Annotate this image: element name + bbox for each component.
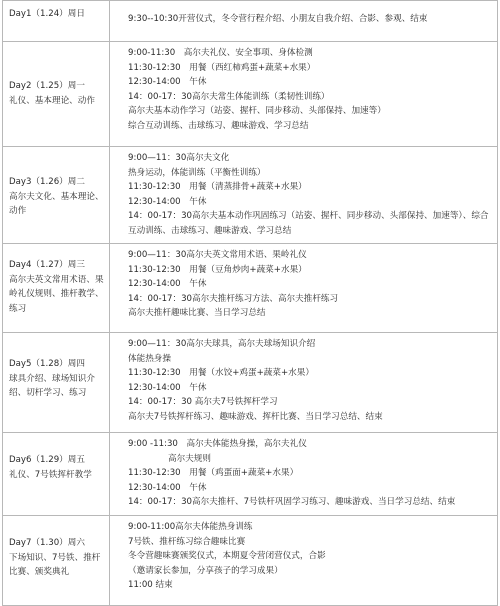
day-subtitle: 下场知识、7号铁、推杆比赛、颁奖典礼 [9, 552, 101, 577]
schedule-row-day4 [3, 244, 498, 333]
day-cell [3, 42, 110, 147]
detail-cell [110, 333, 498, 433]
day-title: Day2（1.25）周一 [9, 81, 85, 91]
day-title: Day6（1.29）周五 [9, 455, 85, 465]
schedule-line: 11:00 结束 [128, 580, 173, 590]
schedule-line: 高尔夫7号铁挥杆练习、趣味游戏、挥杆比赛、当日学习总结、结束 [128, 411, 383, 422]
schedule-row-day2 [3, 42, 498, 147]
schedule-line: 12:30-14:00 午休 [128, 482, 207, 493]
schedule-line: 14：00-17：30高尔夫推杆、7号铁杆巩固学习练习、趣味游戏、当日学习总结、结束 [128, 497, 456, 507]
schedule-line: 7号铁、推杆练习综合趣味比赛 [128, 536, 246, 547]
day-cell [3, 147, 110, 244]
schedule-line: 12:30-14:00 午休 [128, 382, 207, 393]
schedule-line: 9:00—11：30高尔夫球具，高尔夫球场知识介绍 [128, 339, 316, 349]
schedule-line: 14：00-17：30 高尔夫7号铁挥杆学习 [128, 397, 278, 407]
schedule-line: 热身运动，体能训练（平衡性训练） [128, 167, 266, 178]
detail-cell [110, 147, 498, 244]
schedule-line: 冬令营趣味赛颁奖仪式，本期夏令营闭营仪式，合影 [128, 551, 326, 561]
schedule-line: 11:30-12:30 用餐（豆角炒肉+蔬菜+水果） [128, 264, 307, 275]
day-subtitle: 球具介绍、球场知识介绍、切杆学习、练习 [9, 373, 95, 398]
day-cell [3, 333, 110, 433]
day-subtitle: 礼仪、基本理论、动作 [9, 95, 95, 106]
day-cell [3, 244, 110, 333]
schedule-line: 12:30-14:00 午休 [128, 279, 207, 289]
schedule-line: 综合互动训练、击球练习、趣味游戏、学习总结 [128, 120, 309, 131]
schedule-line: 高尔夫推杆趣味比赛、当日学习总结 [128, 308, 266, 318]
day-cell [3, 516, 110, 606]
schedule-table [2, 0, 498, 606]
schedule-row-day3 [3, 147, 498, 244]
schedule-line: 11:30-12:30 用餐（清蒸排骨+蔬菜+水果） [128, 182, 307, 192]
schedule-line: 9:00-11:30 高尔夫礼仪、安全事项、身体检测 [128, 48, 313, 58]
day-title: Day7（1.30）周六 [9, 538, 85, 548]
schedule-line: 11:30-12:30 用餐（鸡蛋面+蔬菜+水果） [128, 468, 299, 478]
detail-cell [110, 516, 498, 606]
detail-cell [110, 1, 498, 42]
schedule-row-day5 [3, 333, 498, 433]
schedule-line: 9:00 -11:30 高尔夫体能热身操，高尔夫礼仪 [128, 439, 307, 449]
schedule-line: 11:30-12:30 用餐（水饺+鸡蛋+蔬菜+水果） [128, 368, 314, 378]
detail-cell [110, 433, 498, 516]
day-title: Day3（1.26）周二 [9, 177, 85, 187]
day-subtitle: 礼仪、7号铁挥杆教学 [9, 469, 92, 480]
schedule-line: 14：00-17：30高尔夫基本动作巩固练习（站姿、握杆、同步移动、头部保持、加速等）、综合互动训练、击球练习、趣味游戏、学习总结 [128, 211, 489, 236]
schedule-row-day6 [3, 433, 498, 516]
day-cell [3, 433, 110, 516]
detail-cell [110, 42, 498, 147]
schedule-line: 11:30-12:30 用餐（西红柿鸡蛋+蔬菜+水果） [128, 62, 316, 73]
day-title: Day1（1.24）周日 [9, 9, 85, 19]
schedule-line: 9:30--10:30开营仪式，冬令营行程介绍、小朋友自我介绍、合影、参观、结束 [128, 14, 428, 24]
day-title: Day4（1.27）周三 [9, 260, 85, 270]
schedule-row-day1 [3, 1, 498, 42]
schedule-line: 高尔夫基本动作学习（站姿、握杆、同步移动、头部保持、加速等） [128, 106, 386, 116]
day-subtitle: 高尔夫英文常用术语、果岭礼仪规则、推杆教学、练习 [9, 274, 104, 314]
schedule-line: 高尔夫规则 [168, 453, 211, 464]
schedule-line: （邀请家长参加，分享孩子的学习成果） [128, 565, 283, 576]
schedule-line: 12:30-14:00 午休 [128, 77, 207, 87]
schedule-row-day7 [3, 516, 498, 606]
schedule-line: 9:00—11：30高尔夫文化 [128, 153, 230, 163]
schedule-line: 12:30-14:00 午休 [128, 196, 207, 207]
schedule-line: 14：00-17：30高尔夫推杆练习方法、高尔夫推杆练习 [128, 293, 339, 304]
day-subtitle: 高尔夫文化、基本理论、动作 [9, 191, 104, 216]
detail-cell [110, 244, 498, 333]
schedule-line: 9:00-11:00高尔夫体能热身训练 [128, 522, 253, 532]
day-cell [3, 1, 110, 42]
day-title: Day5（1.28）周四 [9, 359, 85, 369]
schedule-line: 14：00-17：30高尔夫常生体能训练（柔韧性训练） [128, 91, 330, 102]
schedule-line: 体能热身操 [128, 353, 171, 364]
schedule-line: 9:00—11：30高尔夫英文常用术语、果岭礼仪 [128, 250, 307, 260]
